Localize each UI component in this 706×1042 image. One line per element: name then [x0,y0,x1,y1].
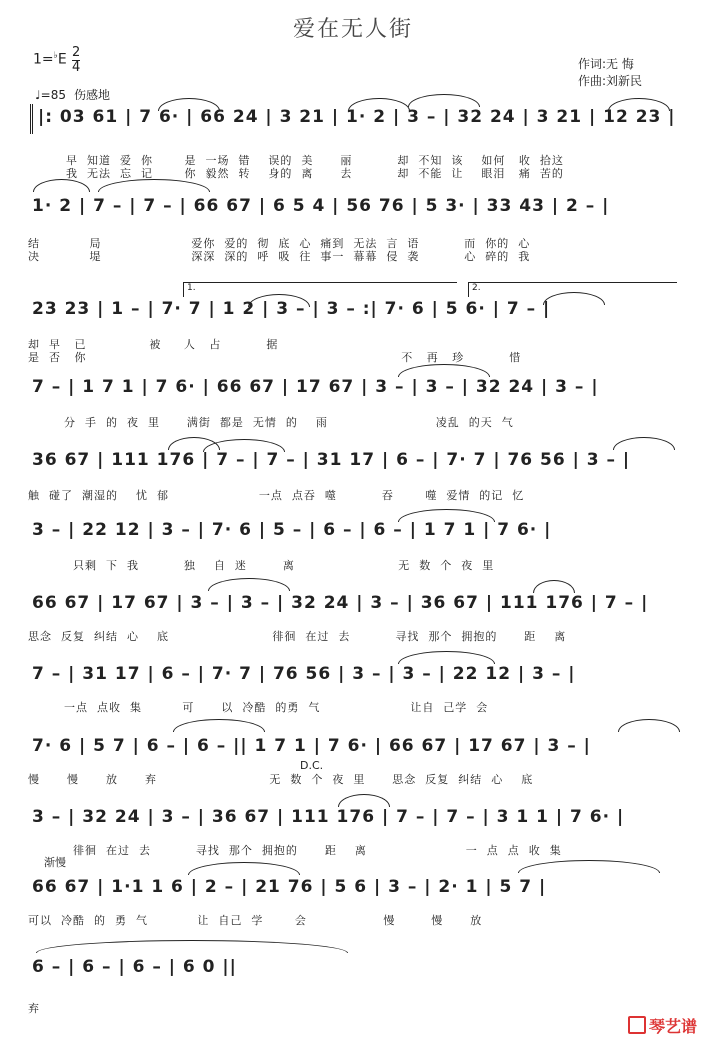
composer: 作曲:刘新民 [578,74,643,88]
notes-line-12: 6 – | 6 – | 6 – | 6 0 || [32,957,237,977]
score-line-1 [28,104,678,184]
score-line-6 [28,517,678,581]
lyrics-line: 触 碰了 潮湿的 忧 郁 一点 点吞 噬 吞 噬 爱情 的记 忆 [28,489,525,502]
lyrics-line: 弃 [28,1002,40,1015]
score-line-8 [28,661,678,725]
time-bottom: 4 [72,60,81,75]
score-line-10 [28,804,678,868]
repeat-start-barline [30,104,36,134]
notes-line-8: 7 – | 31 17 | 6 – | 7· 7 | 76 56 | 3 – | 3 – | 22 12 | 3 – | [32,664,576,684]
notes-line-5: 36 67 | 111 176 | 7 – | 7 – | 31 17 | 6 – | 7· 7 | 76 56 | 3 – | [32,450,631,470]
lyrics-verse-2: 是 否 你 不 再 珍 惜 [28,351,522,364]
logo-icon [628,1016,646,1034]
notes-line-1: |: 03 61 | 7 6· | 66 24 | 3 21 | 1· 2 | 3 – | 32 24 | 3 21 | 12 23 | [38,107,676,127]
flat-sign: ♭ [53,51,58,61]
volta-1: 1. [183,282,457,297]
score-line-5 [28,447,678,511]
key-note: E [57,51,67,68]
score-line-7 [28,590,678,654]
key-prefix: 1= [33,51,54,68]
tempo-value: ♩=85 [35,88,66,102]
notes-line-11: 66 67 | 1·1 1 6 | 2 – | 21 76 | 5 6 | 3 – | 2· 1 | 5 7 | [32,877,547,897]
key-signature [33,51,67,68]
notes-line-10: 3 – | 32 24 | 3 – | 36 67 | 111 176 | 7 – | 7 – | 3 1 1 | 7 6· | [32,807,625,827]
score-line-3 [28,283,678,366]
slur [408,94,480,107]
lyrics-verse-1: 却 早 已 被 人 占 据 [28,338,279,351]
score-title: 爱在无人街 [292,17,413,42]
slur [533,580,575,593]
site-logo [628,1014,697,1037]
dynamic-marking: 渐慢 [44,856,66,869]
lyrics-line: 只剩 下 我 独 自 迷 离 无 数 个 夜 里 [28,559,495,572]
credits [578,56,642,90]
lyrics-line: 分 手 的 夜 里 满街 都是 无情 的 雨 凌乱 的天 气 [28,416,514,429]
score-line-12 [28,954,678,1024]
lyrics-line: 慢 慢 放 弃 无 数 个 夜 里 思念 反复 纠结 心 底 [28,773,534,786]
lyrics-line: 一点 点收 集 可 以 冷酷 的勇 气 让自 己学 会 [28,701,489,714]
notes-line-6: 3 – | 22 12 | 3 – | 7· 6 | 5 – | 6 – | 6 – | 1 7 1 | 7 6· | [32,520,552,540]
expression-marking: 伤感地 [73,88,110,102]
lyrics-verse-1: 结 局 爱你 爱的 彻 底 心 痛到 无法 言 语 而 你的 心 [28,237,531,250]
score-line-2 [28,193,678,273]
notes-line-2: 1· 2 | 7 – | 7 – | 66 67 | 6 5 4 | 56 76 | 5 3· | 33 43 | 2 – | [32,196,610,216]
lyrics-verse-2: 我 无法 忘 记 你 毅然 转 身的 离 去 却 不能 让 眼泪 痛 苦的 [66,167,564,180]
lyrics-verse-2: 决 堤 深深 深的 呼 吸 往 事一 幕幕 侵 袭 心 碎的 我 [28,250,531,263]
logo-text: 琴艺谱 [649,1017,698,1036]
lyrics-line: 徘徊 在过 去 寻找 那个 拥抱的 距 离 一 点 点 收 集 [28,844,562,857]
lyrics-line: 思念 反复 纠结 心 底 徘徊 在过 去 寻找 那个 拥抱的 距 离 [28,630,567,643]
score-line-11 [28,856,678,938]
notes-line-3: 23 23 | 1 – | 7· 7 | 1 2 | 3 – | 3 – :| 7· 6 | 5 6· | 7 – | [32,299,551,319]
tie [36,940,348,953]
score-line-9 [28,733,678,797]
tie [203,439,285,452]
lyrics-verse-1: 早 知道 爱 你 是 一场 错 误的 美 丽 却 不知 该 如何 收 拾这 [66,154,564,167]
notes-line-4: 7 – | 1 7 1 | 7 6· | 66 67 | 17 67 | 3 – | 3 – | 32 24 | 3 – | [32,377,599,397]
slur [608,98,670,111]
tempo-marking [35,86,110,103]
time-top: 2 [72,45,81,60]
volta-2: 2. [468,282,677,297]
slur [348,98,410,111]
notes-line-7: 66 67 | 17 67 | 3 – | 3 – | 32 24 | 3 – | 36 67 | 111 176 | 7 – | [32,593,649,613]
time-signature [72,46,80,75]
tie [613,437,675,450]
score-line-4 [28,374,678,438]
dc-marking: D.C. [300,759,324,772]
lyrics-line: 可以 冷酷 的 勇 气 让 自己 学 会 慢 慢 放 [28,914,483,927]
lyricist: 作词:无 悔 [578,57,634,71]
notes-line-9: 7· 6 | 5 7 | 6 – | 6 – || 1 7 1 | 7 6· | 66 67 | 17 67 | 3 – | [32,736,591,756]
slur [158,98,220,111]
